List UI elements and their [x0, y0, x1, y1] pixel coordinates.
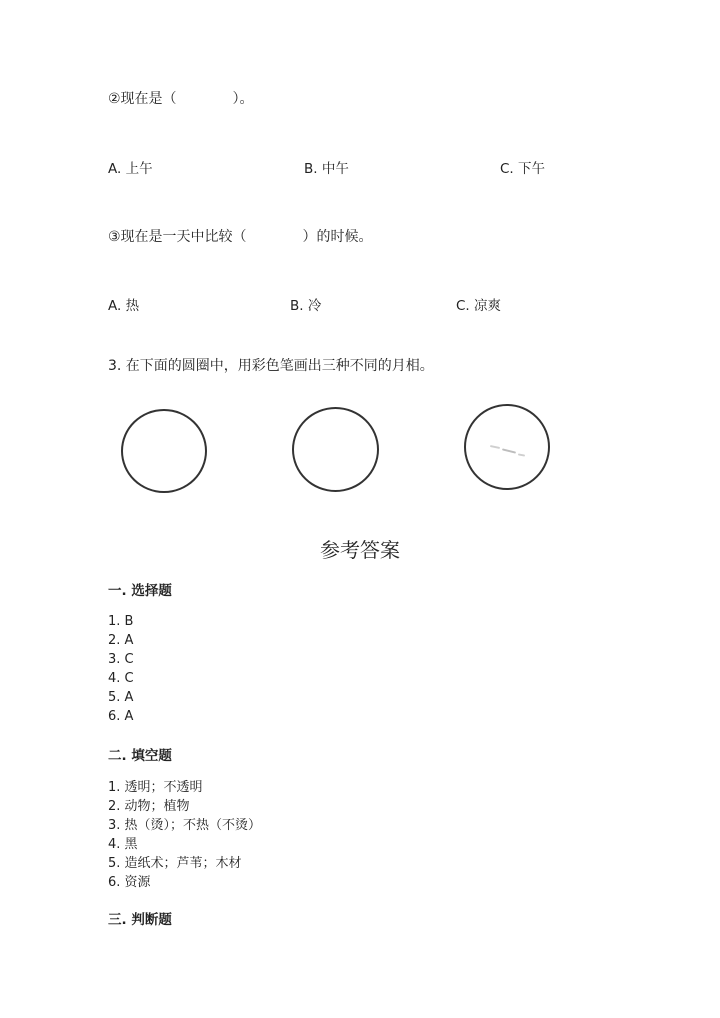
list-item: 5. 造纸术；芦苇；木材 [108, 856, 242, 871]
question-3-stem: ③现在是一天中比较（ ）的时候。 [108, 229, 373, 245]
section-heading-choice: 一. 选择题 [108, 583, 172, 599]
list-item: 4. 黑 [108, 837, 138, 852]
fill-answer-list [108, 778, 261, 892]
pencil-smudge [490, 445, 500, 449]
pencil-smudge [502, 448, 516, 453]
task-3-stem: 3. 在下面的圆圈中，用彩色笔画出三种不同的月相。 [108, 358, 434, 374]
section-heading-judge: 三. 判断题 [108, 912, 172, 928]
list-item: 3. 热（烫）；不热（不烫） [108, 818, 262, 833]
list-item: 5. A [108, 690, 134, 705]
answer-key-title: 参考答案 [320, 538, 400, 562]
list-item: 2. A [108, 633, 134, 648]
list-item: 6. A [108, 709, 134, 724]
moon-phase-circle-2 [292, 407, 379, 492]
moon-phase-circle-1 [121, 409, 207, 493]
question-2-option-c: C. 下午 [500, 161, 546, 177]
list-item: 6. 资源 [108, 875, 151, 890]
section-heading-fill: 二. 填空题 [108, 748, 172, 764]
list-item: 2. 动物；植物 [108, 799, 190, 814]
question-2-option-b: B. 中午 [304, 161, 349, 177]
choice-answer-list [108, 612, 134, 726]
list-item: 1. B [108, 614, 134, 629]
list-item: 4. C [108, 671, 134, 686]
question-3-option-b: B. 冷 [290, 298, 322, 314]
list-item: 1. 透明；不透明 [108, 780, 203, 795]
question-2-stem: ②现在是（ ）。 [108, 91, 254, 107]
pencil-smudge [518, 453, 525, 456]
moon-phase-circle-3 [464, 404, 550, 490]
list-item: 3. C [108, 652, 134, 667]
question-3-option-a: A. 热 [108, 298, 140, 314]
question-2-option-a: A. 上午 [108, 161, 153, 177]
question-3-option-c: C. 凉爽 [456, 298, 502, 314]
